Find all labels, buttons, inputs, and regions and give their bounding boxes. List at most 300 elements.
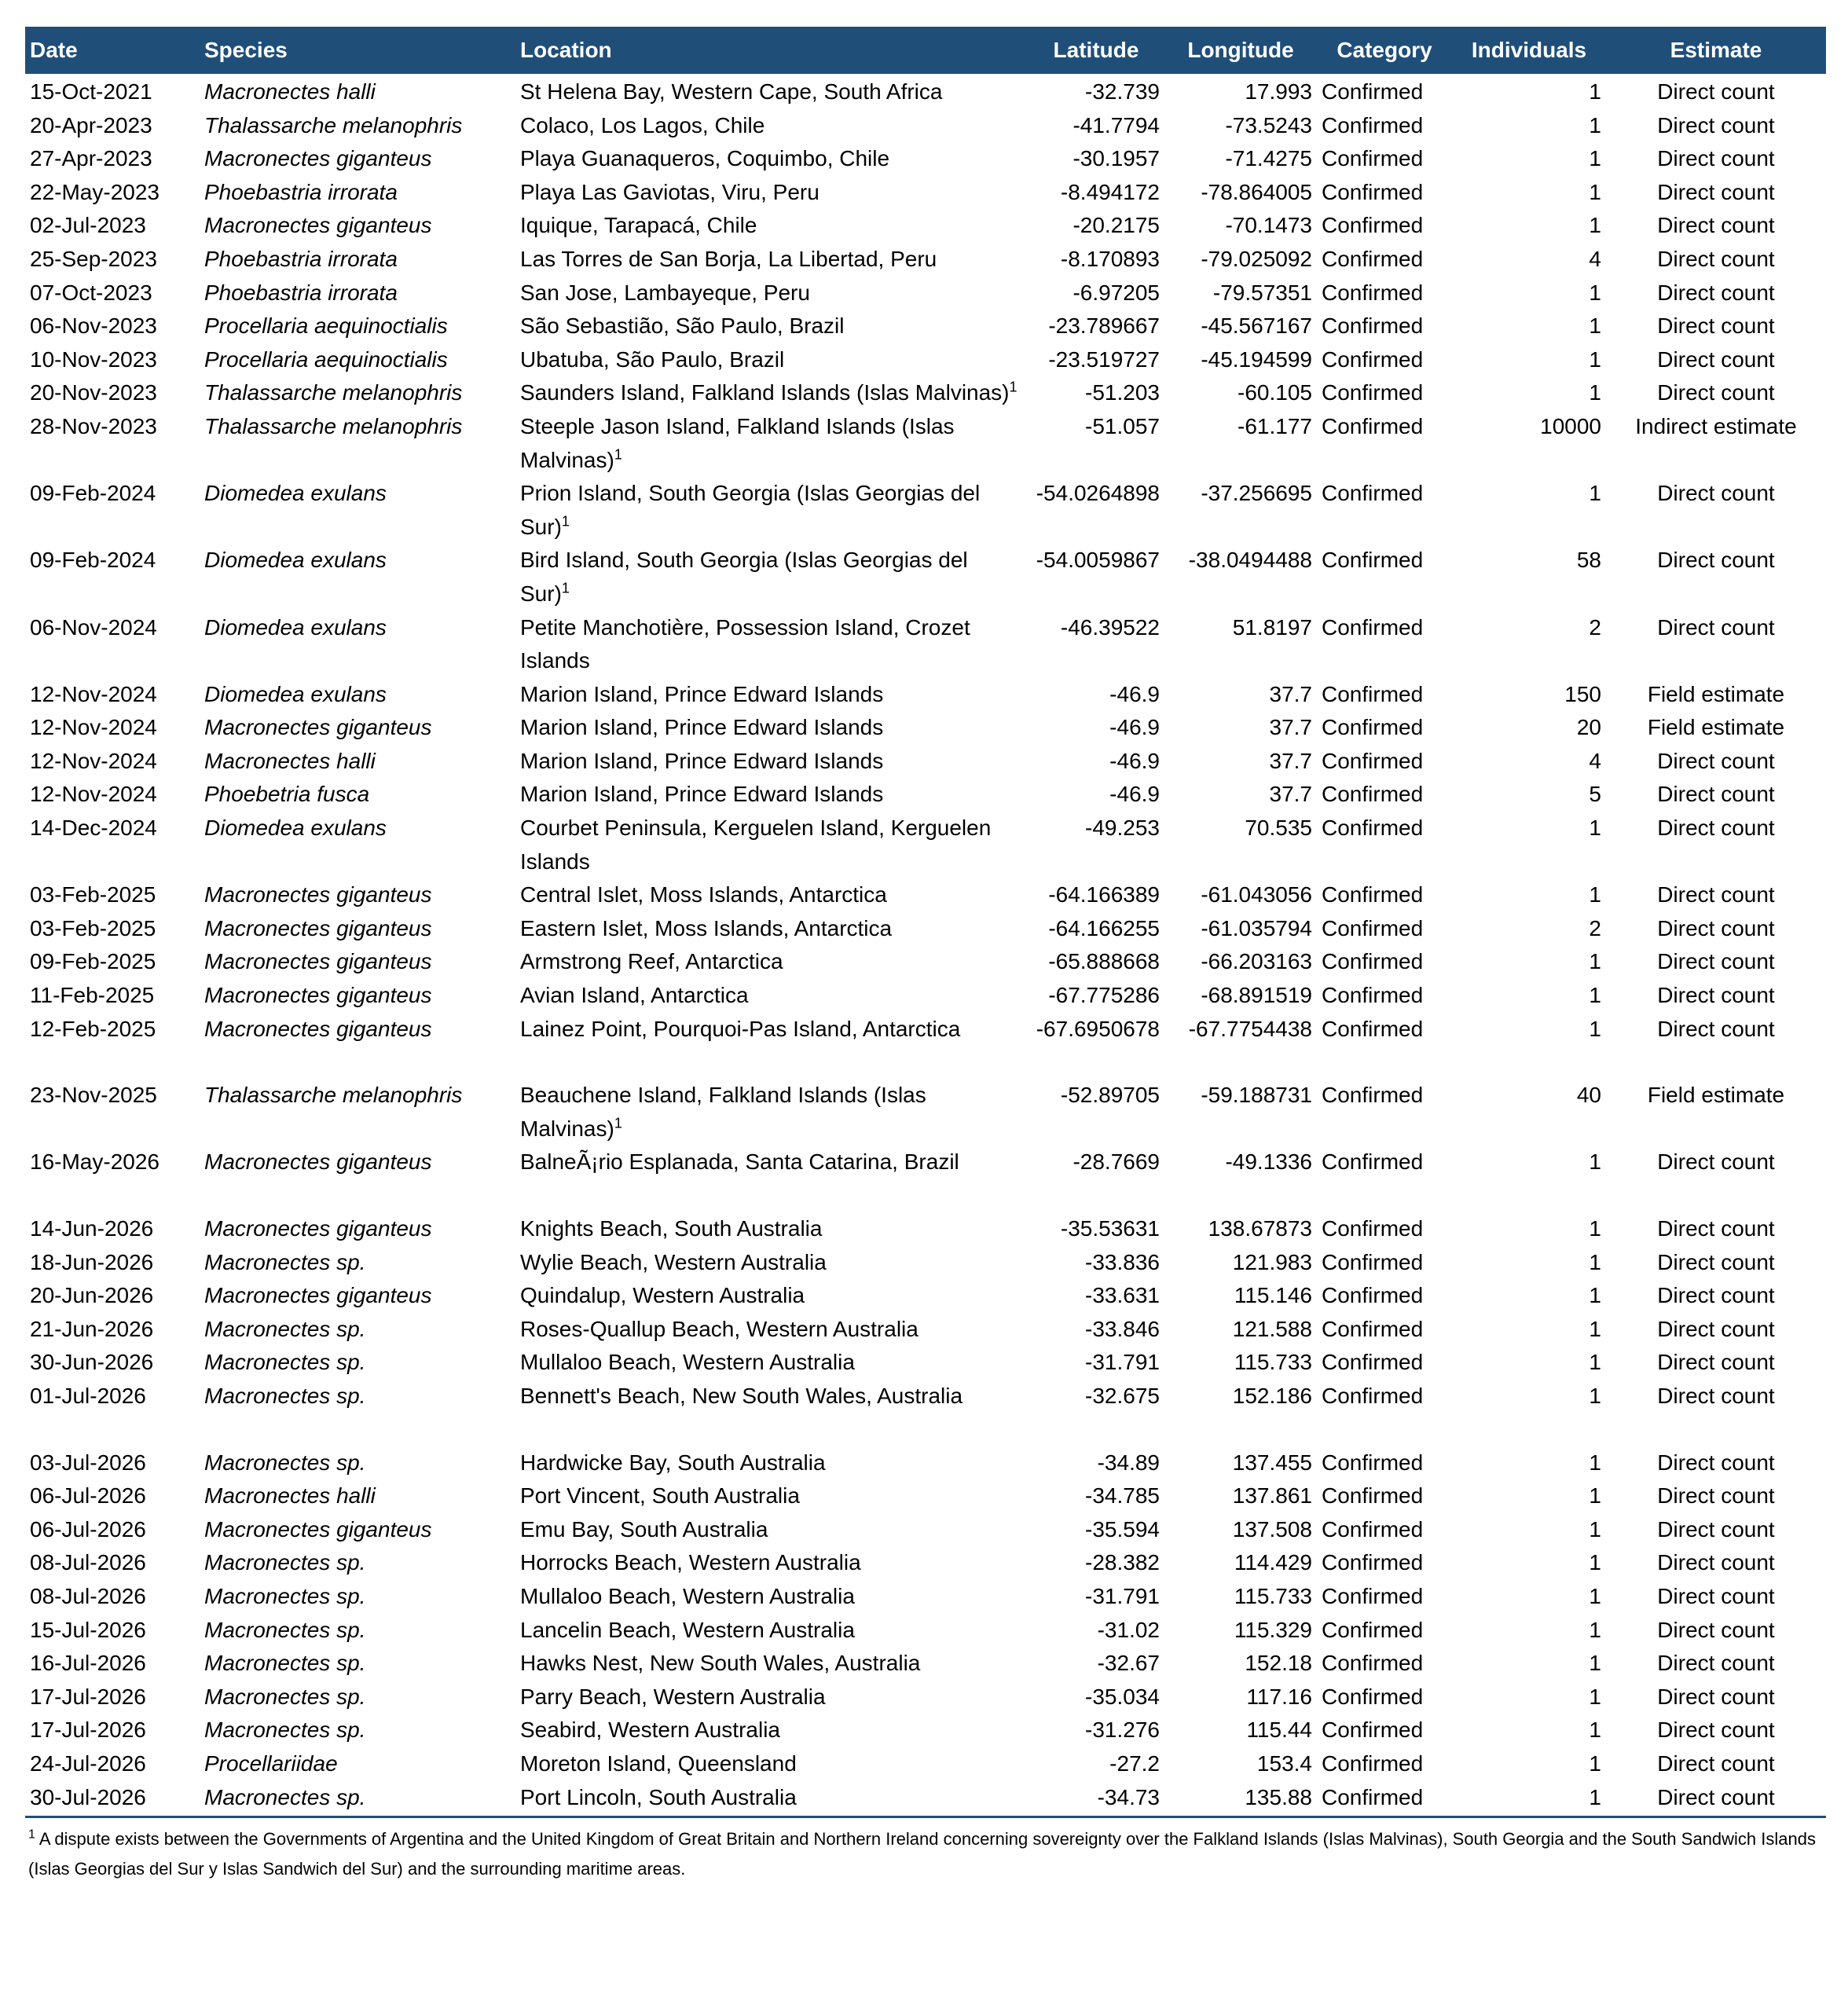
cell-individuals (1452, 812, 1606, 878)
cell-latitude (1028, 74, 1164, 109)
cell-individuals (1452, 1781, 1606, 1817)
cell-species (200, 1246, 515, 1280)
cell-estimate-text: Direct count (1657, 246, 1775, 271)
cell-estimate (1606, 209, 1826, 243)
cell-estimate (1606, 277, 1826, 310)
cell-individuals (1452, 1246, 1606, 1280)
cell-species-text: Thalassarche melanophris (204, 1083, 463, 1108)
cell-latitude (1028, 243, 1164, 277)
cell-estimate-text: Direct count (1657, 949, 1775, 974)
cell-latitude (1028, 711, 1164, 745)
cell-species-text: Macronectes halli (204, 748, 376, 773)
cell-estimate (1606, 544, 1826, 610)
cell-location (515, 1013, 1028, 1047)
cell-longitude-text: -61.043056 (1201, 882, 1312, 907)
table-row (25, 1647, 1826, 1681)
cell-individuals-text: 10000 (1540, 413, 1601, 438)
table-row (25, 343, 1826, 377)
cell-category-text: Confirmed (1322, 481, 1424, 506)
cell-species (200, 1279, 515, 1313)
cell-longitude-text: -61.177 (1238, 413, 1312, 438)
table-row (25, 812, 1826, 878)
cell-date (25, 1479, 200, 1513)
cell-individuals-text: 1 (1589, 1283, 1601, 1308)
cell-latitude-text: -64.166255 (1048, 915, 1160, 940)
cell-latitude-text: -67.775286 (1048, 983, 1160, 1008)
cell-date (25, 1513, 200, 1547)
cell-longitude (1164, 1246, 1317, 1280)
cell-estimate (1606, 1479, 1826, 1513)
cell-estimate-text: Direct count (1657, 1651, 1775, 1676)
cell-latitude-text: -34.73 (1097, 1784, 1160, 1809)
cell-longitude-text: 153.4 (1256, 1751, 1312, 1776)
cell-species-text: Macronectes halli (204, 1483, 376, 1509)
cell-individuals-text: 1 (1589, 380, 1601, 405)
cell-estimate-text: Direct count (1657, 782, 1775, 807)
cell-individuals-text: 1 (1589, 1483, 1601, 1509)
cell-individuals (1452, 1079, 1606, 1146)
cell-latitude (1028, 343, 1164, 377)
cell-category (1317, 1279, 1452, 1313)
cell-category-text: Confirmed (1322, 1550, 1424, 1575)
cell-species-text: Macronectes halli (204, 79, 376, 104)
cell-category-text: Confirmed (1322, 1718, 1424, 1743)
cell-date (25, 1714, 200, 1747)
cell-date-text: 16-May-2026 (30, 1149, 160, 1175)
cell-individuals-text: 1 (1589, 816, 1601, 841)
cell-location-text: San Jose, Lambayeque, Peru (520, 280, 810, 305)
cell-location-text: Port Vincent, South Australia (520, 1483, 800, 1509)
cell-longitude-text: -60.105 (1238, 380, 1312, 405)
cell-location (515, 745, 1028, 779)
table-row (25, 1146, 1826, 1179)
cell-date-text: 11-Feb-2025 (30, 983, 155, 1008)
cell-location (515, 1380, 1028, 1413)
cell-category (1317, 277, 1452, 310)
cell-estimate (1606, 376, 1826, 410)
cell-longitude-text: 70.535 (1245, 816, 1312, 841)
cell-species (200, 1546, 515, 1580)
cell-species-text: Thalassarche melanophris (204, 413, 463, 438)
cell-location (515, 243, 1028, 277)
cell-individuals-text: 1 (1589, 1450, 1601, 1475)
cell-latitude (1028, 678, 1164, 712)
cell-longitude-text: 37.7 (1269, 715, 1312, 740)
cell-location (515, 410, 1028, 477)
cell-category (1317, 1614, 1452, 1648)
cell-estimate (1606, 243, 1826, 277)
cell-longitude (1164, 1313, 1317, 1347)
cell-longitude-text: 121.588 (1232, 1316, 1312, 1341)
cell-estimate-text: Direct count (1657, 1751, 1775, 1776)
spacer-row (25, 1413, 1826, 1446)
cell-category-text: Confirmed (1322, 79, 1424, 104)
cell-date (25, 1781, 200, 1817)
cell-longitude-text: 137.508 (1232, 1516, 1312, 1542)
cell-location-text: Seabird, Western Australia (520, 1718, 780, 1743)
cell-species (200, 878, 515, 912)
cell-species-text: Macronectes sp. (204, 1450, 366, 1475)
cell-latitude-text: -8.170893 (1060, 246, 1160, 271)
cell-species-text: Macronectes sp. (204, 1784, 366, 1809)
cell-latitude-text: -6.97205 (1072, 280, 1160, 305)
cell-species (200, 1479, 515, 1513)
cell-estimate-text: Direct count (1657, 1283, 1775, 1308)
cell-latitude-text: -35.594 (1085, 1516, 1160, 1542)
spacer-cell (25, 1046, 1826, 1079)
cell-species-text: Macronectes sp. (204, 1718, 366, 1743)
cell-latitude-text: -32.675 (1085, 1383, 1160, 1408)
table-row (25, 1580, 1826, 1614)
cell-category-text: Confirmed (1322, 1249, 1424, 1274)
cell-location (515, 1313, 1028, 1347)
cell-species-text: Phoebetria fusca (204, 782, 370, 807)
cell-individuals-text: 2 (1589, 614, 1601, 640)
cell-species-text: Thalassarche melanophris (204, 112, 463, 137)
cell-estimate (1606, 1246, 1826, 1280)
cell-latitude-text: -34.785 (1085, 1483, 1160, 1509)
cell-category (1317, 376, 1452, 410)
cell-individuals (1452, 1212, 1606, 1246)
cell-date-text: 09-Feb-2024 (30, 481, 156, 506)
cell-species-text: Thalassarche melanophris (204, 380, 463, 405)
cell-longitude (1164, 109, 1317, 143)
cell-category (1317, 979, 1452, 1013)
cell-individuals (1452, 544, 1606, 610)
spacer-row (25, 1046, 1826, 1079)
cell-date-text: 25-Sep-2023 (30, 246, 157, 271)
cell-longitude (1164, 878, 1317, 912)
cell-category-text: Confirmed (1322, 715, 1424, 740)
cell-longitude (1164, 1013, 1317, 1047)
cell-estimate (1606, 1513, 1826, 1547)
table-row (25, 1313, 1826, 1347)
cell-date (25, 1380, 200, 1413)
cell-date-text: 20-Apr-2023 (30, 112, 152, 137)
cell-individuals-text: 1 (1589, 1651, 1601, 1676)
document (25, 27, 1826, 1884)
cell-latitude-text: -8.494172 (1060, 179, 1160, 204)
cell-category (1317, 1781, 1452, 1817)
cell-category-text: Confirmed (1322, 748, 1424, 773)
cell-individuals (1452, 711, 1606, 745)
cell-date (25, 109, 200, 143)
cell-longitude (1164, 1380, 1317, 1413)
cell-estimate-text: Direct count (1657, 1583, 1775, 1608)
cell-individuals (1452, 678, 1606, 712)
table-row (25, 912, 1826, 946)
cell-individuals-text: 1 (1589, 280, 1601, 305)
cell-latitude-text: -46.9 (1109, 681, 1160, 706)
cell-category-text: Confirmed (1322, 1483, 1424, 1509)
cell-date (25, 176, 200, 210)
cell-individuals-text: 1 (1589, 1784, 1601, 1809)
spacer-cell (25, 1413, 1826, 1446)
cell-estimate-text: Direct count (1657, 748, 1775, 773)
cell-category (1317, 1747, 1452, 1781)
cell-species-text: Macronectes sp. (204, 1249, 366, 1274)
cell-estimate (1606, 611, 1826, 678)
cell-location-text: Ubatuba, São Paulo, Brazil (520, 346, 785, 372)
cell-category-text: Confirmed (1322, 346, 1424, 372)
cell-location-text: Horrocks Beach, Western Australia (520, 1550, 861, 1575)
cell-species (200, 343, 515, 377)
cell-category-text: Confirmed (1322, 1684, 1424, 1709)
cell-longitude (1164, 611, 1317, 678)
cell-category-text: Confirmed (1322, 782, 1424, 807)
cell-latitude-text: -46.9 (1109, 748, 1160, 773)
cell-date (25, 477, 200, 544)
cell-estimate-text: Direct count (1657, 548, 1775, 573)
cell-latitude (1028, 176, 1164, 210)
cell-category-text: Confirmed (1322, 816, 1424, 841)
cell-date-text: 09-Feb-2025 (30, 949, 156, 974)
cell-date-text: 09-Feb-2024 (30, 548, 156, 573)
cell-longitude-text: 115.146 (1234, 1283, 1312, 1308)
cell-estimate-text: Direct count (1657, 380, 1775, 405)
cell-category-text: Confirmed (1322, 548, 1424, 573)
cell-location (515, 209, 1028, 243)
cell-longitude-text: -73.5243 (1225, 112, 1312, 137)
cell-location (515, 277, 1028, 310)
cell-individuals (1452, 1346, 1606, 1380)
cell-latitude (1028, 1446, 1164, 1480)
cell-species (200, 477, 515, 544)
cell-location-text: Lainez Point, Pourquoi-Pas Island, Antarctica (520, 1016, 961, 1041)
cell-species-text: Macronectes giganteus (204, 882, 432, 907)
cell-category (1317, 1714, 1452, 1747)
table-row (25, 310, 1826, 343)
cell-category (1317, 778, 1452, 812)
cell-latitude-text: -35.53631 (1060, 1216, 1160, 1241)
table-row (25, 1279, 1826, 1313)
cell-individuals (1452, 376, 1606, 410)
footnote-ref: 1 (561, 580, 570, 596)
cell-estimate (1606, 1747, 1826, 1781)
cell-date-text: 28-Nov-2023 (30, 413, 157, 438)
cell-category-text: Confirmed (1322, 882, 1424, 907)
cell-individuals-text: 1 (1589, 1316, 1601, 1341)
cell-longitude (1164, 243, 1317, 277)
cell-category (1317, 711, 1452, 745)
cell-location (515, 1714, 1028, 1747)
cell-date-text: 10-Nov-2023 (30, 346, 157, 372)
table-row (25, 1781, 1826, 1817)
cell-category-text: Confirmed (1322, 1016, 1424, 1041)
cell-location-text: Knights Beach, South Australia (520, 1216, 823, 1241)
cell-species-text: Procellaria aequinoctialis (204, 346, 448, 372)
cell-location-text: Quindalup, Western Australia (520, 1283, 805, 1308)
cell-category-text: Confirmed (1322, 1450, 1424, 1475)
cell-longitude (1164, 310, 1317, 343)
cell-longitude-text: 115.44 (1246, 1718, 1312, 1743)
cell-location (515, 778, 1028, 812)
cell-individuals-text: 1 (1589, 1149, 1601, 1175)
cell-latitude (1028, 812, 1164, 878)
cell-longitude (1164, 1446, 1317, 1480)
cell-date-text: 12-Nov-2024 (30, 715, 157, 740)
cell-estimate (1606, 176, 1826, 210)
cell-date-text: 07-Oct-2023 (30, 280, 152, 305)
cell-species (200, 611, 515, 678)
cell-individuals-text: 1 (1589, 481, 1601, 506)
cell-latitude (1028, 979, 1164, 1013)
cell-latitude (1028, 745, 1164, 779)
cell-category-text: Confirmed (1322, 1149, 1424, 1175)
cell-longitude (1164, 277, 1317, 310)
cell-category-text: Confirmed (1322, 1751, 1424, 1776)
cell-category (1317, 1580, 1452, 1614)
cell-longitude (1164, 1781, 1317, 1817)
cell-date (25, 1647, 200, 1681)
cell-species (200, 1580, 515, 1614)
cell-location-text: São Sebastião, São Paulo, Brazil (520, 313, 845, 339)
cell-location-text: Port Lincoln, South Australia (520, 1784, 797, 1809)
cell-date (25, 1146, 200, 1179)
cell-estimate-text: Indirect estimate (1635, 413, 1797, 438)
cell-date (25, 1614, 200, 1648)
cell-date (25, 711, 200, 745)
cell-location (515, 1681, 1028, 1714)
cell-estimate (1606, 343, 1826, 377)
cell-species (200, 778, 515, 812)
cell-estimate (1606, 109, 1826, 143)
cell-location-text: Lancelin Beach, Western Australia (520, 1617, 855, 1642)
cell-individuals (1452, 277, 1606, 310)
cell-category (1317, 142, 1452, 176)
cell-date-text: 17-Jul-2026 (30, 1684, 146, 1709)
header-individuals: Individuals (1452, 27, 1606, 74)
cell-species (200, 310, 515, 343)
cell-latitude-text: -46.39522 (1060, 614, 1160, 640)
cell-species-text: Macronectes giganteus (204, 146, 432, 171)
cell-date-text: 15-Oct-2021 (30, 79, 152, 104)
cell-latitude (1028, 410, 1164, 477)
cell-latitude (1028, 1580, 1164, 1614)
cell-longitude (1164, 1614, 1317, 1648)
cell-longitude-text: -67.7754438 (1188, 1016, 1312, 1041)
cell-species-text: Macronectes sp. (204, 1583, 366, 1608)
cell-latitude (1028, 310, 1164, 343)
cell-location (515, 711, 1028, 745)
cell-longitude-text: 115.329 (1234, 1617, 1312, 1642)
table-row (25, 1681, 1826, 1714)
table-row (25, 778, 1826, 812)
cell-estimate (1606, 1279, 1826, 1313)
cell-estimate-text: Direct count (1657, 1450, 1775, 1475)
cell-longitude (1164, 745, 1317, 779)
header-longitude: Longitude (1164, 27, 1317, 74)
cell-location-text: Wylie Beach, Western Australia (520, 1249, 827, 1274)
cell-category-text: Confirmed (1322, 915, 1424, 940)
cell-location-text: Prion Island, South Georgia (Islas Georgias del Sur) (520, 481, 981, 539)
cell-estimate (1606, 1647, 1826, 1681)
table-row (25, 1747, 1826, 1781)
cell-date (25, 1279, 200, 1313)
cell-species (200, 711, 515, 745)
cell-date-text: 06-Jul-2026 (30, 1483, 146, 1509)
cell-location-text: Steeple Jason Island, Falkland Islands (Islas Malvinas) (520, 413, 955, 472)
cell-estimate-text: Direct count (1657, 313, 1775, 339)
cell-longitude (1164, 945, 1317, 979)
cell-individuals-text: 1 (1589, 1751, 1601, 1776)
cell-category (1317, 74, 1452, 109)
cell-species-text: Macronectes sp. (204, 1550, 366, 1575)
cell-location (515, 1647, 1028, 1681)
cell-longitude-text: -59.188731 (1201, 1083, 1312, 1108)
cell-category-text: Confirmed (1322, 1383, 1424, 1408)
cell-individuals (1452, 1546, 1606, 1580)
cell-date (25, 1246, 200, 1280)
cell-longitude (1164, 477, 1317, 544)
cell-location-text: Playa Las Gaviotas, Viru, Peru (520, 179, 820, 204)
cell-individuals (1452, 979, 1606, 1013)
cell-estimate-text: Direct count (1657, 1316, 1775, 1341)
cell-estimate-text: Direct count (1657, 816, 1775, 841)
cell-individuals (1452, 1513, 1606, 1547)
cell-latitude (1028, 1212, 1164, 1246)
cell-species (200, 912, 515, 946)
cell-latitude-text: -33.836 (1085, 1249, 1160, 1274)
cell-individuals (1452, 912, 1606, 946)
table-row (25, 1513, 1826, 1547)
cell-longitude (1164, 711, 1317, 745)
cell-longitude (1164, 912, 1317, 946)
table-row (25, 979, 1826, 1013)
table-row (25, 1479, 1826, 1513)
cell-species-text: Macronectes sp. (204, 1350, 366, 1375)
cell-category-text: Confirmed (1322, 1216, 1424, 1241)
cell-individuals-text: 58 (1576, 548, 1601, 573)
cell-estimate (1606, 1212, 1826, 1246)
cell-location (515, 611, 1028, 678)
cell-longitude (1164, 209, 1317, 243)
cell-location-text: Colaco, Los Lagos, Chile (520, 112, 765, 137)
cell-latitude (1028, 1313, 1164, 1347)
cell-estimate (1606, 1714, 1826, 1747)
cell-latitude (1028, 912, 1164, 946)
cell-location-text: Petite Manchotière, Possession Island, Crozet Islands (520, 614, 970, 673)
cell-longitude-text: 115.733 (1234, 1583, 1312, 1608)
cell-individuals-text: 1 (1589, 112, 1601, 137)
cell-date (25, 243, 200, 277)
spacer-row (25, 1179, 1826, 1212)
table-row (25, 1446, 1826, 1480)
cell-date-text: 30-Jun-2026 (30, 1350, 154, 1375)
cell-individuals (1452, 1580, 1606, 1614)
cell-individuals (1452, 1681, 1606, 1714)
cell-individuals-text: 1 (1589, 179, 1601, 204)
cell-location (515, 1781, 1028, 1817)
cell-individuals-text: 1 (1589, 1383, 1601, 1408)
cell-location (515, 912, 1028, 946)
cell-latitude (1028, 878, 1164, 912)
table-row (25, 209, 1826, 243)
cell-date-text: 12-Feb-2025 (30, 1016, 156, 1041)
cell-date (25, 778, 200, 812)
cell-estimate (1606, 477, 1826, 544)
cell-longitude-text: 117.16 (1246, 1684, 1312, 1709)
cell-individuals (1452, 410, 1606, 477)
cell-individuals (1452, 945, 1606, 979)
cell-estimate (1606, 1380, 1826, 1413)
cell-longitude-text: -49.1336 (1225, 1149, 1312, 1175)
cell-individuals (1452, 243, 1606, 277)
cell-individuals-text: 150 (1564, 681, 1601, 706)
cell-longitude-text: 152.186 (1232, 1383, 1312, 1408)
table-row (25, 611, 1826, 678)
cell-estimate-text: Direct count (1657, 1016, 1775, 1041)
